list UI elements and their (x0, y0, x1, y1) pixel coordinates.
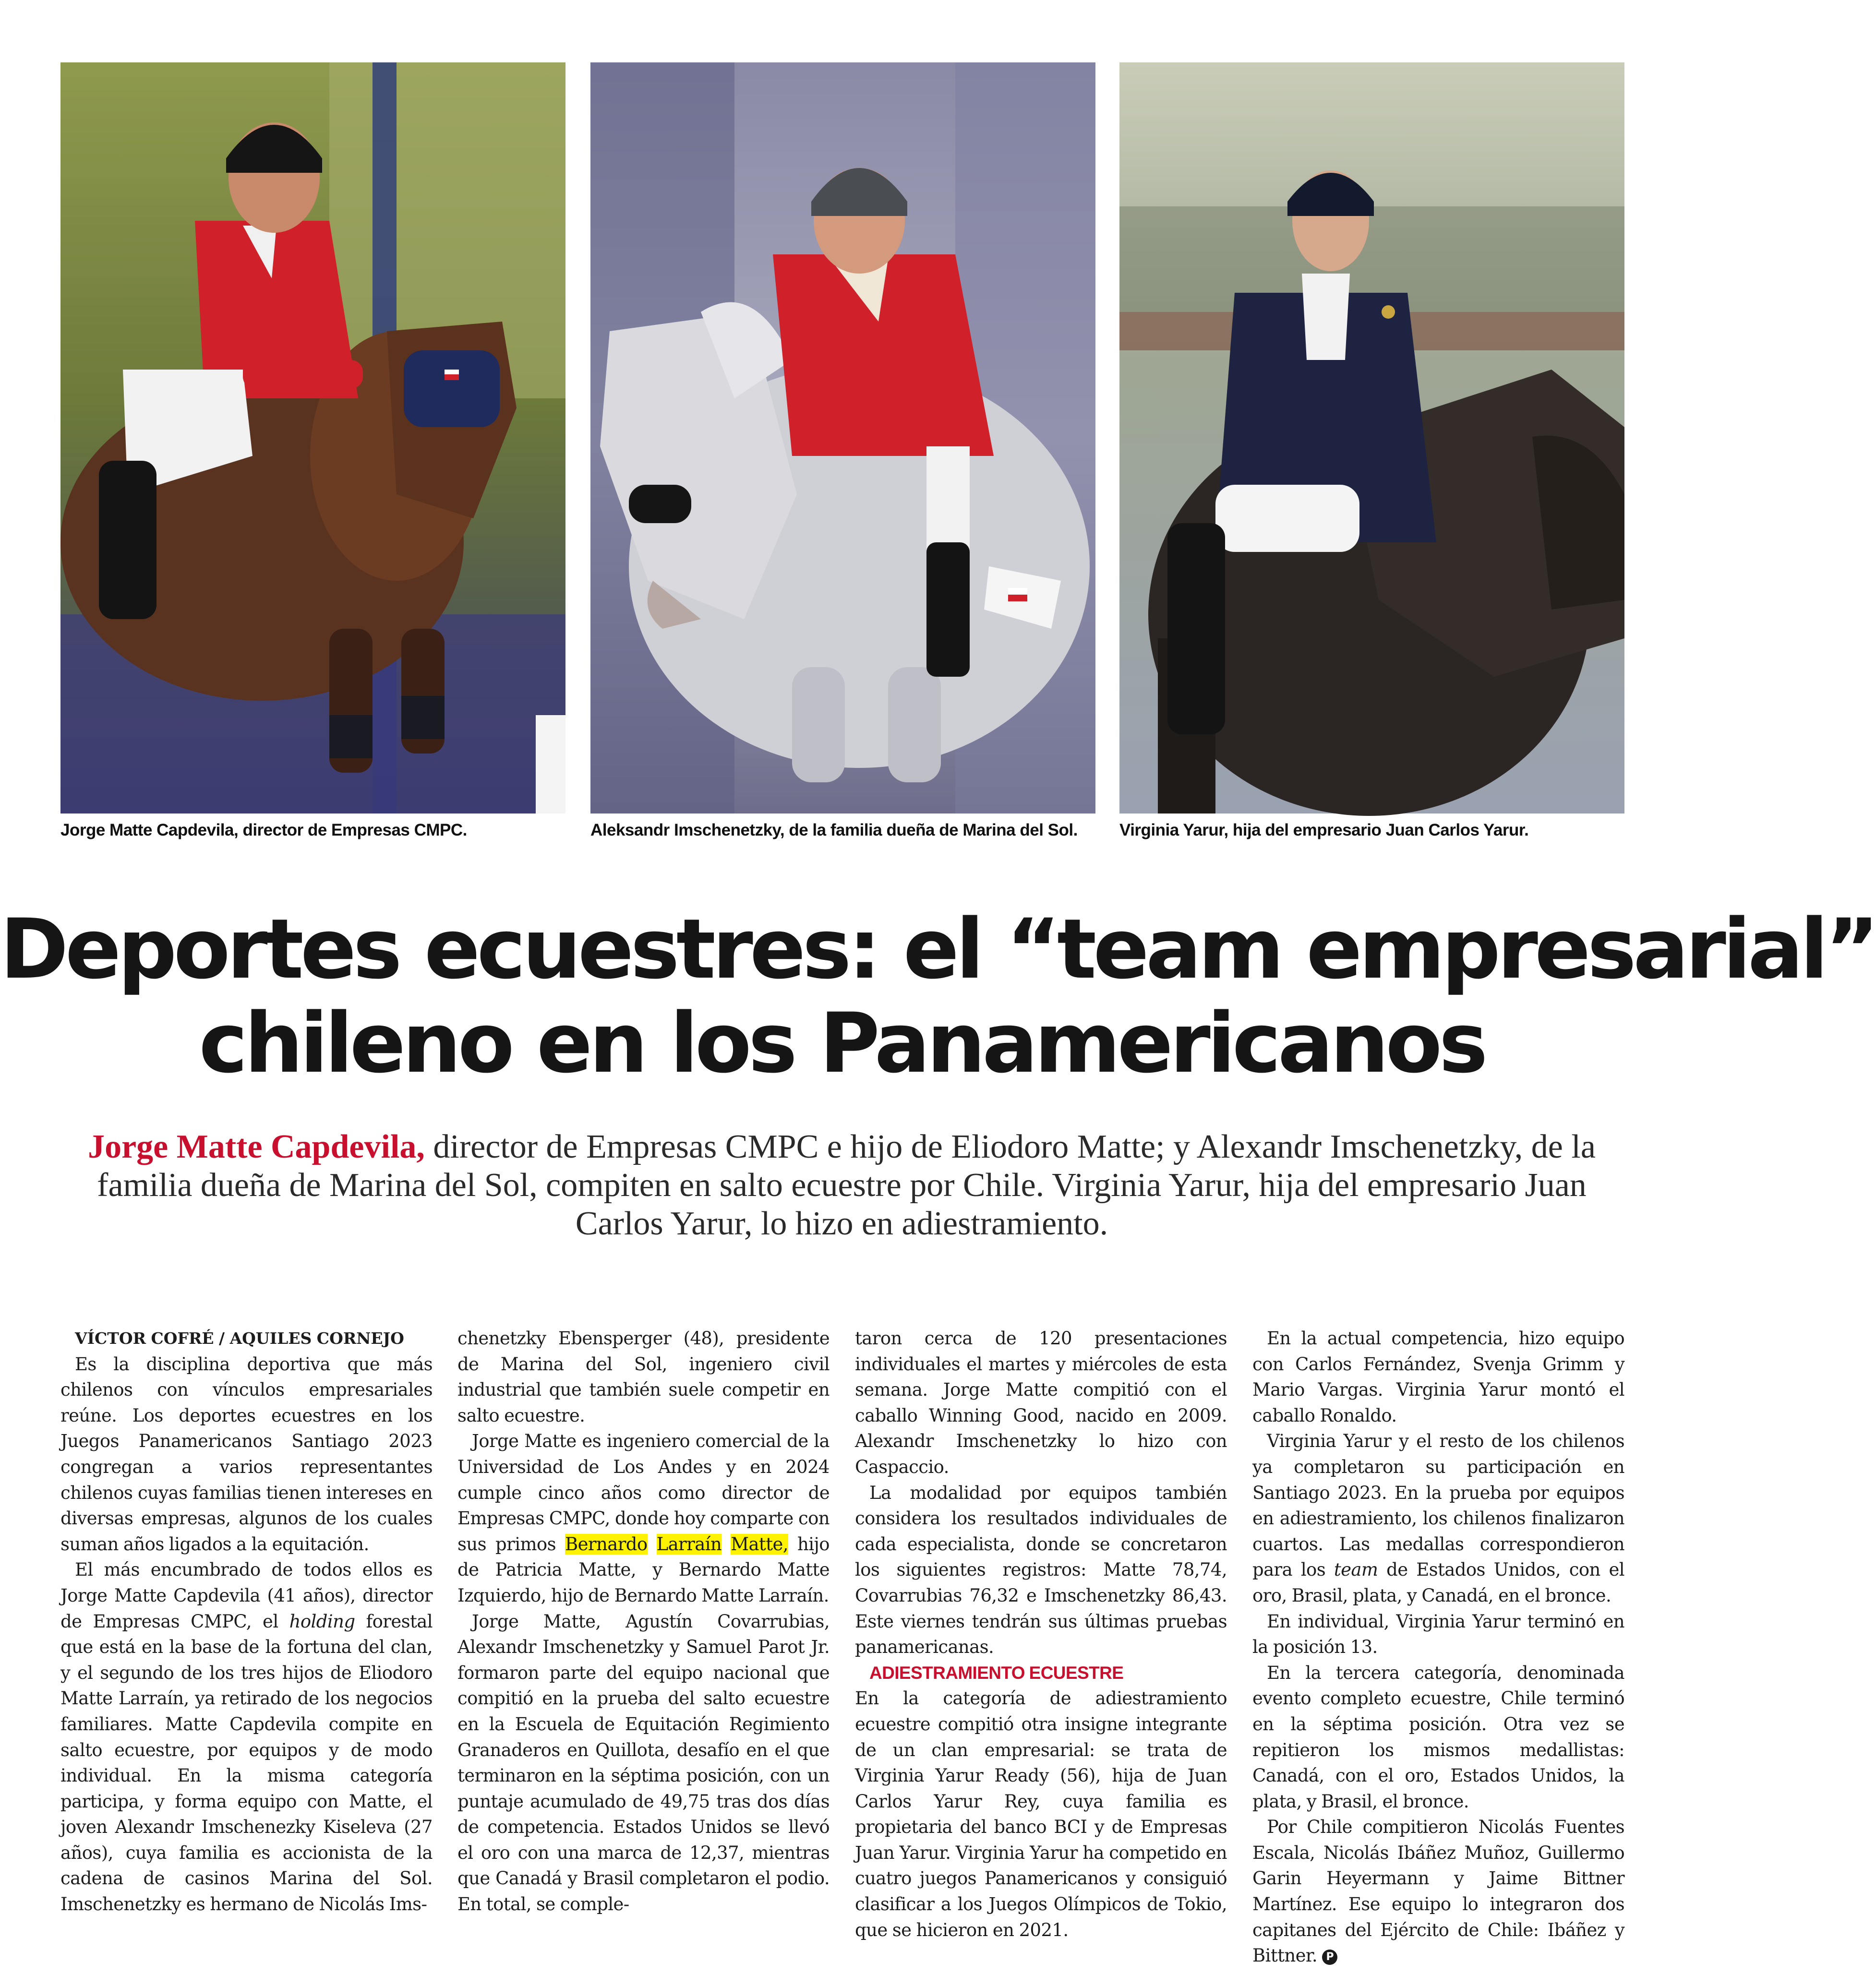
paragraph-text: Jorge Matte es ingeniero comercial de la Universidad de Los Andes y en 2024 cumple cinco años como director de Empresas CMPC, donde hoy comparte con sus primos (457, 1431, 830, 1555)
paragraph: En individual, Virginia Yarur terminó en la posición 13. (1252, 1611, 1624, 1658)
headline (0, 901, 1876, 1091)
paragraph: En la actual competencia, hizo equipo con Carlos Fernández, Svenja Grimm y Mario Vargas. Virginia Yarur montó el caballo Ronaldo. (1252, 1328, 1624, 1426)
highlighted-word: Larraín (656, 1533, 722, 1555)
lede-text: director de Empresas CMPC e hijo de Eliodoro Matte; y Alexandr Imschenetzky, de la familia dueña de Marina del Sol, compiten en salto ecuestre por Chile. Virginia Yarur, hija del empresario Juan Carlos Yarur, lo hizo en adiestramiento. (97, 1128, 1596, 1242)
article-column-2 (457, 1326, 830, 1917)
highlighted-word: Matte, (731, 1533, 788, 1555)
paragraph-text: forestal que está en la base de la fortuna del clan, y el segundo de los tres hijos de Eliodoro Matte Larraín, ya retirado de los negocios familiares. Matte Capdevila compite en salto ecuestre, por equipos y de modo individual. En la misma categoría participa, y forma equipo con Matte, el joven Alexandr Imschenezky Kiseleva (27 años), cuya familia es accionista de la cadena de casinos Marina del Sol. Imschenetzky es hermano de Nicolás Ims- (60, 1611, 433, 1915)
paragraph-text: Por Chile compitieron Nicolás Fuentes Escala, Nicolás Ibáñez Muñoz, Guillermo Garin Heyermann y Jaime Bittner Martínez. Ese equipo lo integraron dos capitanes del Ejército de Chile: Ibáñez y Bittner. (1252, 1817, 1624, 1966)
italic-term: holding (289, 1611, 355, 1632)
lede (72, 1128, 1611, 1243)
paragraph (60, 1557, 433, 1917)
photo-caption-1: Jorge Matte Capdevila, director de Empresas CMPC. (60, 821, 467, 839)
photo-strip (60, 62, 1624, 816)
rider-horse-image-1 (60, 62, 565, 814)
paragraph (457, 1428, 830, 1608)
headline-line-1: Deportes ecuestres: el “team empresarial” (0, 901, 1876, 997)
highlighted-word: Bernardo (565, 1533, 648, 1555)
paragraph-text: de Estados Unidos, con el oro, Brasil, plata, y Canadá, en el bronce. (1252, 1559, 1624, 1606)
paragraph: taron cerca de 120 presentaciones individuales el martes y miércoles de esta semana. Jorge Matte compitió con el caballo Winning Good, nacido en 2009. Alexandr Imschenetzky lo hizo con Caspaccio. (855, 1328, 1227, 1477)
paragraph-text: El más encumbrado de todos ellos es Jorge Matte Capdevila (41 años), director de Empresas CMPC, el (60, 1559, 433, 1632)
section-subhead: ADIESTRAMIENTO ECUESTRE (869, 1663, 1124, 1683)
end-of-article-icon: P (1322, 1950, 1337, 1965)
rider-horse-image-3 (1119, 62, 1624, 814)
photo-caption-3: Virginia Yarur, hija del empresario Juan Carlos Yarur. (1119, 821, 1529, 839)
italic-term: team (1334, 1559, 1378, 1580)
article-column-4 (1252, 1326, 1624, 1969)
paragraph: Es la disciplina deportiva que más chilenos con vínculos empresariales reúne. Los deportes ecuestres en los Juegos Panamericanos Santiago 2023 congregan a varios representantes chilenos cuyas familias tienen intereses en diversas empresas, algunos de los cuales suman años ligados a la equitación. (60, 1353, 433, 1555)
paragraph: chenetzky Ebensperger (48), presidente de Marina del Sol, ingeniero civil industrial que también suele competir en salto ecuestre. (457, 1328, 830, 1426)
paragraph (1252, 1428, 1624, 1608)
photo-aleksandr-imschenetzky (590, 62, 1095, 814)
paragraph: La modalidad por equipos también considera los resultados individuales de cada especialista, donde se concretaron los siguientes registros: Matte 78,74, Covarrubias 76,32 e Imschenetzky 86,43. Este viernes tendrán sus últimas pruebas panamericanas. (855, 1482, 1227, 1658)
paragraph: En la tercera categoría, denominada evento completo ecuestre, Chile terminó en la séptima posición. Otra vez se repitieron los mismos medallistas: Canadá, con el oro, Estados Unidos, la plata, y Brasil, el bronce. (1252, 1662, 1624, 1812)
paragraph: En la categoría de adiestramiento ecuestre compitió otra insigne integrante de un clan empresarial: se trata de Virginia Yarur Ready (56), hija de Juan Carlos Yarur Rey, cuya familia es propietaria del banco BCI y de Empresas Juan Yarur. Virginia Yarur ha competido en cuatro juegos Panamericanos y consiguió clasificar a los Juegos Olímpicos de Tokio, que se hicieron en 2021. (855, 1688, 1227, 1940)
rider-horse-image-2 (590, 62, 1095, 814)
paragraph: Jorge Matte, Agustín Covarrubias, Alexandr Imschenetzky y Samuel Parot Jr. formaron parte del equipo nacional que compitió en la prueba del salto ecuestre en la Escuela de Equitación Regimiento Granaderos en Quillota, desafío en el que terminaron en la séptima posición, con un puntaje acumulado de 49,75 tras dos días de competencia. Estados Unidos se llevó el oro con una marca de 12,37, mientras que Canadá y Brasil completaron el podio. En total, se comple- (457, 1611, 830, 1915)
lede-highlight-name: Jorge Matte Capdevila, (88, 1128, 425, 1165)
paragraph-text: hijo de Patricia Matte, y Bernardo Matte Izquierdo, hijo de Bernardo Matte Larraín. (457, 1533, 830, 1606)
paragraph (1252, 1814, 1624, 1969)
photo-caption-2: Aleksandr Imschenetzky, de la familia dueña de Marina del Sol. (590, 821, 1078, 839)
article-column-1 (60, 1326, 433, 1917)
photo-virginia-yarur (1119, 62, 1624, 814)
paragraph-text: Virginia Yarur y el resto de los chilenos ya completaron su participación en Santiago 2023. En la prueba por equipos en adiestramiento, los chilenos finalizaron cuartos. Las medallas correspondieron para los (1252, 1431, 1624, 1580)
byline: VÍCTOR COFRÉ / AQUILES CORNEJO (75, 1329, 404, 1348)
headline-line-2: chileno en los Panamericanos (199, 995, 1485, 1091)
article-column-3 (855, 1326, 1227, 1943)
photo-jorge-matte (60, 62, 565, 814)
